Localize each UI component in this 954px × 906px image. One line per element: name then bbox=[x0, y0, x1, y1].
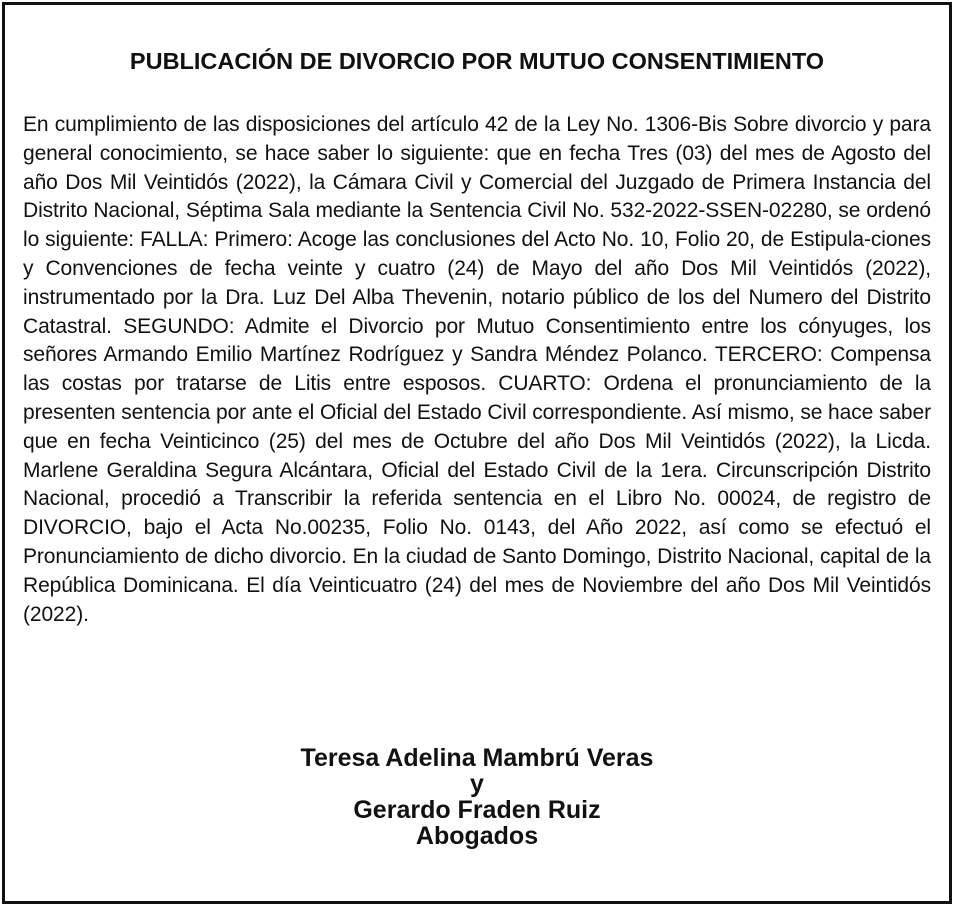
notice-body: En cumplimiento de las disposiciones del artículo 42 de la Ley No. 1306-Bis Sobre divorcio y para general conocimiento, se hace saber lo siguiente: que en fecha Tres (03) del mes de Agosto del año Dos Mil Veintidós (2022), la Cámara Civil y Comercial del Juzgado de Primera Instancia del Distrito Nacional, Séptima Sala mediante la Sentencia Civil No. 532-2022-SSEN-02280, se ordenó lo siguiente: FALLA: Primero: Acoge las conclusiones del Acto No. 10, Folio 20, de Estipula-ciones y Convenciones de fecha veinte y cuatro (24) de Mayo del año Dos Mil Veintidós (2022), instrumentado por la Dra. Luz Del Alba Thevenin, notario público de los del Numero del Distrito Catastral. SEGUNDO: Admite el Divorcio por Mutuo Consentimiento entre los cónyuges, los señores Armando Emilio Martínez Rodríguez y Sandra Méndez Polanco. TERCERO: Compensa las costas por tratarse de Litis entre esposos. CUARTO: Ordena el pronunciamiento de la presenten sentencia por ante el Oficial del Estado Civil correspondiente. Así mismo, se hace saber que en fecha Veinticinco (25) del mes de Octubre del año Dos Mil Veintidós (2022), la Licda. Marlene Geraldina Segura Alcántara, Oficial del Estado Civil de la 1era. Circunscripción Distrito Nacional, procedió a Transcribir la referida sentencia en el Libro No. 00024, de registro de DIVORCIO, bajo el Acta No.00235, Folio No. 0143, del Año 2022, así como se efectuó el Pronunciamiento de dicho divorcio. En la ciudad de Santo Domingo, Distrito Nacional, capital de la República Dominicana. El día Veinticuatro (24) del mes de Noviembre del año Dos Mil Veintidós (2022). bbox=[23, 113, 931, 626]
signatory-name-2: Gerardo Fraden Ruiz bbox=[353, 796, 601, 824]
notice-title: PUBLICACIÓN DE DIVORCIO POR MUTUO CONSENTIMIENTO bbox=[129, 48, 825, 74]
signature-block bbox=[5, 745, 949, 849]
signatory-name-1: Teresa Adelina Mambrú Veras bbox=[300, 744, 654, 772]
notice-frame bbox=[2, 2, 952, 904]
signature-conjunction: y bbox=[470, 770, 484, 798]
signatory-role: Abogados bbox=[415, 822, 539, 850]
